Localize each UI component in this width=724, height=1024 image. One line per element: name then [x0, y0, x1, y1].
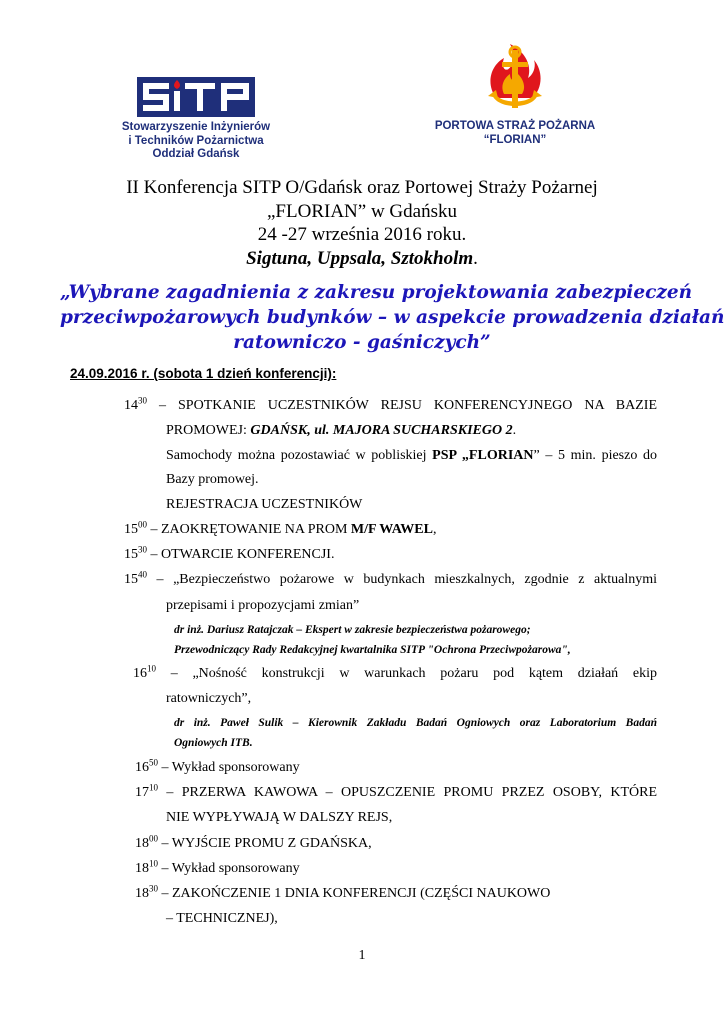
time-hour: 14: [124, 398, 138, 413]
registration: REJESTRACJA UCZESTNIKÓW: [166, 497, 363, 512]
day-heading: 24.09.2016 r. (sobota 1 dzień konferencji):: [70, 366, 337, 381]
speaker-line: Ogniowych ITB.: [174, 737, 253, 749]
time-minute: 10: [149, 782, 158, 793]
time-minute: 50: [149, 757, 158, 768]
time-minute: 30: [138, 544, 147, 555]
speaker-line: dr inż. Dariusz Ratajczak – Ekspert w zakresie bezpieczeństwa pożarowego;: [174, 624, 531, 636]
time-minute: 00: [138, 519, 147, 530]
program-item-cont: [166, 423, 516, 439]
title-line-3: 24 -27 września 2016 roku.: [257, 224, 467, 245]
program-item: [135, 782, 657, 801]
florian-caption-line: PORTOWA STRAŻ POŻARNA: [434, 120, 596, 132]
program-item-cont: ratowniczych”,: [166, 691, 252, 706]
item-text: ” – 5 min. pieszo do: [533, 448, 657, 463]
program-item: [135, 858, 300, 877]
page-number: 1: [358, 948, 366, 963]
item-text: – Wykład sponsorowany: [158, 760, 300, 775]
item-text: – PRZERWA KAWOWA – OPUSZCZENIE PROMU PRZEZ OSOBY, KTÓRE: [158, 785, 657, 800]
sitp-logo: [137, 77, 255, 117]
sitp-caption: [96, 121, 296, 162]
subtitle-line-3: ratowniczo - gaśniczych”: [233, 332, 491, 353]
florian-logo: [482, 44, 548, 116]
subtitle-line-2: przeciwpożarowych budynków – w aspekcie prowadzenia działań: [60, 307, 724, 328]
title-line-1: II Konferencja SITP O/Gdańsk oraz Portowej Straży Pożarnej: [126, 177, 598, 198]
program-item-cont: NIE WYPŁYWAJĄ W DALSZY REJS,: [166, 810, 393, 825]
psp-name: PSP „FLORIAN: [432, 448, 534, 463]
item-text: – ZAKOŃCZENIE 1 DNIA KONFERENCJI (CZĘŚCI NAUKOWO: [158, 886, 551, 901]
speaker-line: dr inż. Paweł Sulik – Kierownik Zakładu Badań Ogniowych oraz Laboratorium Badań: [174, 717, 657, 729]
item-text: – ZAOKRĘTOWANIE NA PROM: [147, 522, 351, 537]
sitp-caption-line: Oddział Gdańsk: [152, 148, 240, 160]
title-line-2: „FLORIAN” w Gdańsku: [267, 200, 457, 222]
item-text: Samochody można pozostawiać w pobliskiej: [166, 448, 433, 463]
time-minute: 40: [138, 569, 147, 580]
title-line-4: [60, 247, 664, 271]
program-line: [124, 395, 658, 414]
program-item: [124, 519, 437, 538]
conference-subtitle: [60, 280, 724, 355]
program-note: Bazy promowej.: [166, 472, 259, 487]
time-hour: 18: [135, 886, 149, 901]
program-item: [135, 883, 551, 902]
item-text: – OTWARCIE KONFERENCJI.: [147, 547, 335, 562]
time-hour: 18: [135, 861, 149, 876]
title-dot: .: [473, 247, 478, 269]
program-item: [124, 569, 657, 588]
time-hour: 15: [124, 522, 138, 537]
item-text: – SPOTKANIE UCZESTNIKÓW REJSU KONFERENCYJNEGO NA BAZIE: [159, 398, 658, 413]
time-hour: 16: [135, 760, 149, 775]
florian-caption: [420, 120, 610, 147]
ship-name: M/F WAWEL: [350, 522, 433, 537]
title-place: Sigtuna, Uppsala, Sztokholm: [246, 247, 474, 269]
sitp-caption-line: Stowarzyszenie Inżynierów: [121, 121, 271, 133]
program-item-cont: przepisami i propozycjami zmian”: [166, 598, 360, 613]
address: GDAŃSK, ul. MAJORA SUCHARSKIEGO 2: [250, 423, 513, 438]
program-item-cont: – TECHNICZNEJ),: [166, 911, 278, 926]
item-text: – „Bezpieczeństwo pożarowe w budynkach mieszkalnych, zgodnie z aktualnymi: [147, 572, 657, 587]
time-hour: 15: [124, 572, 138, 587]
program-item: [124, 544, 335, 563]
program-item: [135, 757, 300, 776]
florian-caption-line: “FLORIAN”: [483, 133, 547, 146]
time-minute: 30: [138, 395, 147, 406]
program-item: [133, 663, 657, 682]
time-hour: 16: [133, 666, 147, 681]
item-text: .: [512, 423, 517, 438]
time-minute: 30: [149, 883, 158, 894]
time-hour: 15: [124, 547, 138, 562]
speaker-line: Przewodniczący Rady Redakcyjnej kwartalnika SITP "Ochrona Przeciwpożarowa",: [174, 644, 571, 656]
time-minute: 10: [149, 858, 158, 869]
item-text: PROMOWEJ:: [166, 423, 251, 438]
item-text: ,: [433, 522, 437, 537]
item-text: – Wykład sponsorowany: [158, 861, 300, 876]
program-item: [135, 833, 372, 852]
conference-title: [60, 176, 664, 270]
sitp-caption-line: i Techników Pożarnictwa: [128, 134, 264, 147]
time-hour: 18: [135, 836, 149, 851]
item-text: – „Nośność konstrukcji w warunkach pożaru pod kątem działań ekip: [156, 666, 657, 681]
time-minute: 10: [147, 663, 156, 674]
program-note: [166, 448, 657, 464]
time-hour: 17: [135, 785, 149, 800]
item-text: – WYJŚCIE PROMU Z GDAŃSKA,: [158, 836, 372, 851]
time-minute: 00: [149, 833, 158, 844]
subtitle-line-1: „Wybrane zagadnienia z zakresu projektowania zabezpieczeń: [60, 282, 693, 303]
